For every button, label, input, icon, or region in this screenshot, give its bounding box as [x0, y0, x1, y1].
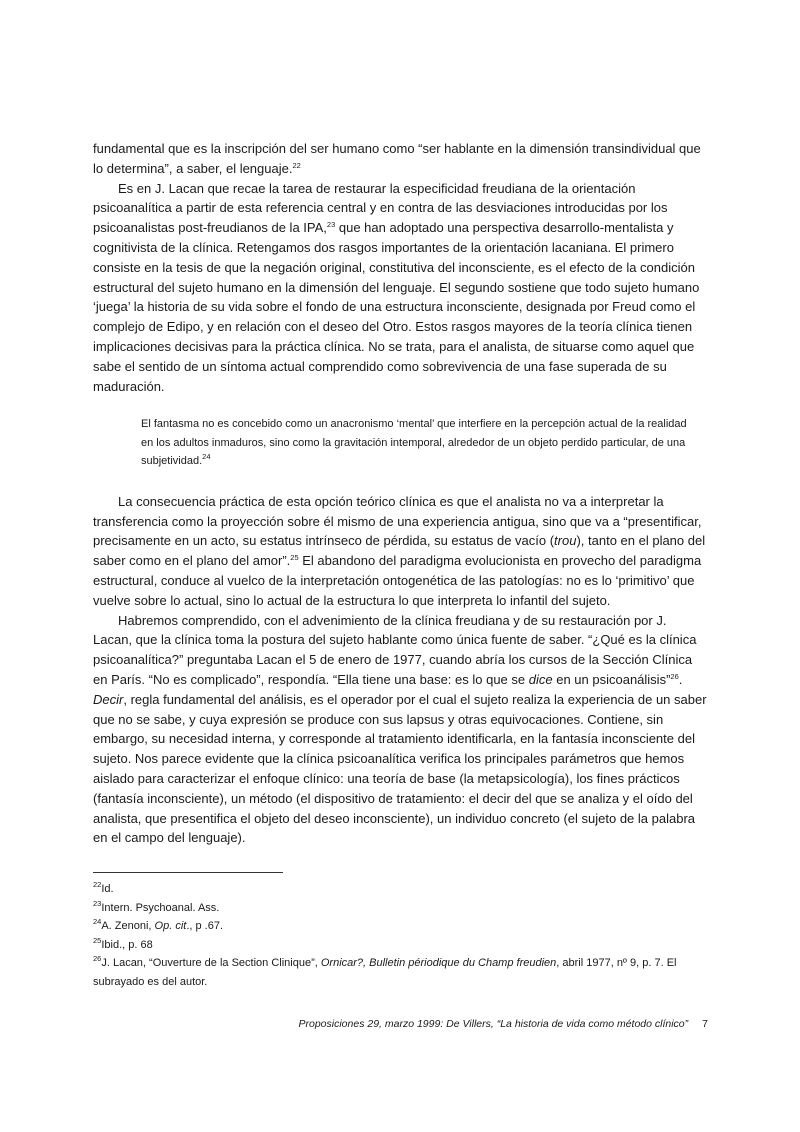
footnote-separator	[93, 872, 283, 873]
footnote-number: 24	[93, 917, 102, 926]
paragraph-4-text-c: .	[678, 672, 683, 688]
paragraph-3-text-c: El abandono del paradigma evolucionista en provecho del paradigma estructural, conduce al vuelco de la interpretación ontogenética de las patologías: no es lo ‘primitivo’ que vuelve sobre lo actual, sino lo actual de la estructura lo que interpreta lo infantil del sujeto.	[93, 553, 702, 608]
footnote-25	[93, 936, 708, 955]
footnote-text-end: ., p .67.	[186, 920, 224, 932]
footnote-24	[93, 917, 708, 936]
footnote-text-end: , abril 1977, nº 9, p. 7. El subrayado es del autor.	[93, 957, 677, 988]
footnote-ref-25[interactable]: 25	[290, 553, 299, 563]
footnote-ref-26[interactable]: 26	[670, 672, 679, 682]
document-body	[93, 139, 708, 848]
citation-text: 29, marzo 1999: De Villers, “La historia de vida como método clínico”	[364, 1018, 689, 1030]
paragraph-1	[93, 139, 708, 179]
footnote-number: 25	[93, 935, 102, 945]
footnotes	[93, 880, 708, 991]
footnote-text: A. Zenoni,	[101, 920, 155, 932]
paragraph-2-text-b: que han adoptado una perspectiva desarrollo-mentalista y cognitivista de la clínica. Retengamos dos rasgos importantes de la orientación lacaniana. El primero consiste en la tesis de que la negación original, constitutiva del inconsciente, es el efecto de la condición estructural del sujeto humano en la dimensión del lenguaje. El segundo sostiene que todo sujeto humano ‘juega’ la historia de su vida sobre el fondo de una estructura inconsciente, designada por Freud como el complejo de Edipo, y en relación con el deseo del Otro. Estos rasgos mayores de la teoría clínica tienen implicaciones decisivas para la práctica clínica. No se trata, para el analista, de situarse como aquel que sabe el sentido de un síntoma actual comprendido como sobrevivencia de una fase superada de su maduración.	[93, 220, 700, 394]
paragraph-3-text-a: La consecuencia práctica de esta opción teórico clínica es que el analista no va a interpretar la transferencia como la proyección sobre él mismo de una experiencia antigua, sino que va a “presentificar, precisamente en un acto, su estatus intrínseco de pérdida, su estatus de vacío (	[93, 493, 702, 549]
paragraph-4-text-b: en un psicoanálisis”	[552, 672, 671, 688]
paragraph-1-text: fundamental que es la inscripción del ser humano como “ser hablante en la dimensión transindividual que lo determina”, a saber, el lenguaje.	[93, 141, 701, 176]
footnote-text: J. Lacan, “Ouverture de la Section Clinique”,	[101, 957, 321, 969]
footnote-text: Id.	[101, 883, 114, 895]
paragraph-3-text-b: ), tanto en el plano del saber como en el plano del amor”.	[93, 533, 706, 569]
footnote-22	[93, 880, 708, 899]
paragraph-4	[93, 611, 708, 849]
footnote-italic: Ornicar?, Bulletin périodique du Champ freudien	[320, 957, 557, 969]
footnote-23	[93, 899, 708, 918]
journal-name: Proposiciones	[298, 1018, 365, 1030]
footnote-number: 22	[93, 880, 102, 889]
footnote-italic: Op. cit	[154, 920, 187, 932]
running-footer	[298, 1017, 708, 1031]
paragraph-4-italic-decir: Decir	[93, 691, 124, 707]
footnote-ref-24[interactable]: 24	[202, 452, 211, 462]
paragraph-4-text-a: Habremos comprendido, con el advenimiento de la clínica freudiana y de su restauración por J. Lacan, que la clínica toma la postura del sujeto hablante como única fuente de saber. “¿Qué es la clínica psicoanalítica?” preguntaba Lacan el 5 de enero de 1977, cuando abría los cursos de la Sección Clínica en París. “No es complicado”, respondía. “Ella tiene una base: es lo que se	[93, 612, 697, 688]
footnote-ref-22[interactable]: 22	[292, 160, 301, 170]
block-quote-text: El fantasma no es concebido como un anacronismo ‘mental’ que interfiere en la percepción actual de la realidad en los adultos inmaduros, sino como la gravitación intemporal, alrededor de un objeto perdido particular, de una subjetividad.	[141, 418, 687, 468]
paragraph-3	[93, 492, 708, 611]
footnote-text: Intern. Psychoanal. Ass.	[101, 901, 220, 914]
footnote-text: Ibid., p. 68	[101, 938, 153, 951]
footnote-number: 26	[93, 954, 102, 963]
footnote-number: 23	[93, 898, 102, 908]
block-quote	[141, 415, 701, 471]
paragraph-2	[93, 179, 708, 397]
footnote-ref-23[interactable]: 23	[326, 220, 336, 230]
paragraph-4-text-d: , regla fundamental del análisis, es el operador por el cual el sujeto realiza la experiencia de un saber que no se sabe, y cuya expresión se produce con sus lapsus y otras equivocaciones. Contiene, sin embargo, su necesidad interna, y corresponde al tratamiento identificarla, en la fantasía inconsciente del sujeto. Nos parece evidente que la clínica psicoanalítica verifica los principales parámetros que hemos aislado para caracterizar el enfoque clínico: una teoría de base (la metapsicología), los fines prácticos (fantasía inconsciente), un método (el dispositivo de tratamiento: el decir del que se analiza y el oído del analista, que presentifica el objeto del deseo inconsciente), un individuo concreto (el sujeto de la palabra en el campo del lenguaje).	[93, 691, 707, 846]
paragraph-4-italic-dice: dice	[528, 672, 553, 688]
paragraph-2-text-a: Es en J. Lacan que recae la tarea de restaurar la especificidad freudiana de la orientación psicoanalítica a partir de esta referencia central y en contra de las desviaciones introducidas por los psicoanalistas post-freudianos de la IPA,	[93, 180, 668, 236]
paragraph-3-italic: trou	[554, 533, 577, 549]
page-number: 7	[702, 1018, 708, 1030]
footnote-26	[93, 954, 708, 991]
